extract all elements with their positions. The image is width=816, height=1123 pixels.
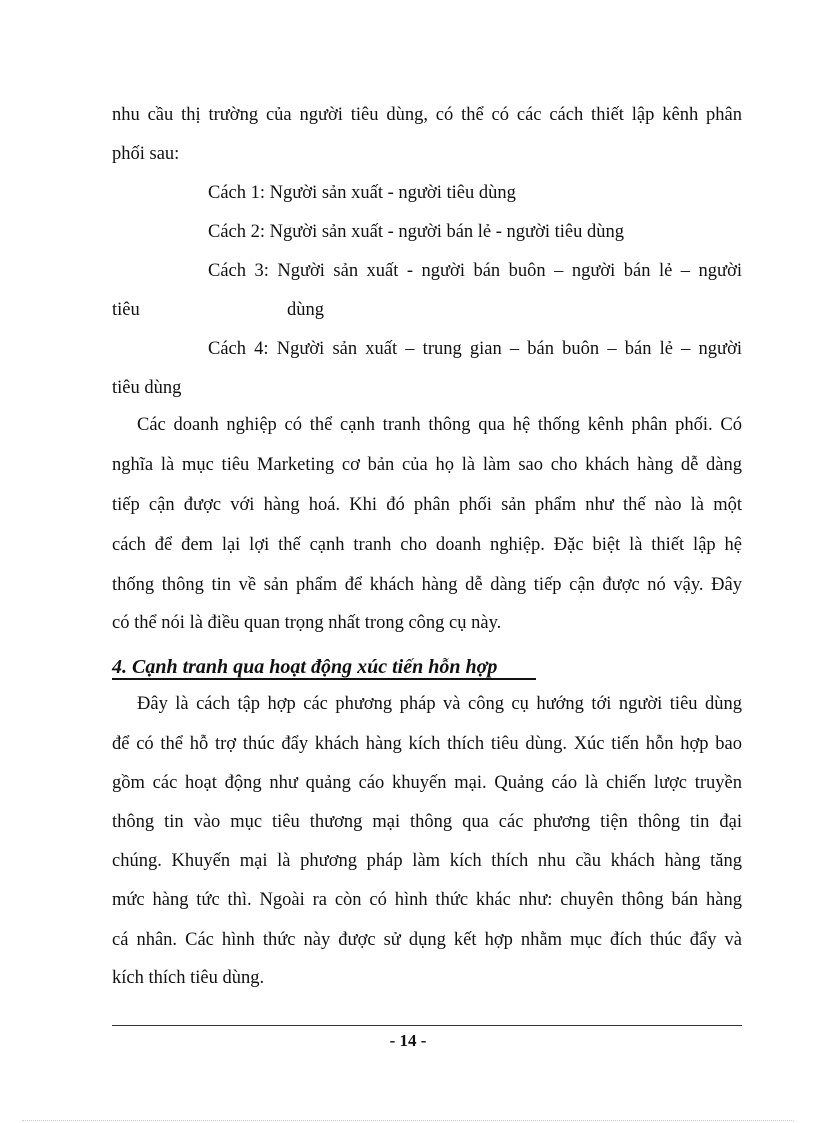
para2-line-8: kích thích tiêu dùng. — [112, 968, 265, 988]
intro-line-2: phối sau: — [112, 144, 180, 164]
para1-line-2: nghĩa là mục tiêu Marketing cơ bản của họ là làm sao cho khách hàng dễ dàng — [112, 455, 742, 475]
method-4: Cách 4: Người sản xuất – trung gian – bán buôn – bán lẻ – người — [208, 339, 742, 359]
para1-line-3: tiếp cận được với hàng hoá. Khi đó phân phối sản phẩm như thế nào là một — [112, 495, 742, 515]
para2-line-4: thông tin vào mục tiêu thương mại thông qua các phương tiện thông tin đại — [112, 812, 742, 832]
page-number: - 14 - — [389, 1031, 427, 1050]
para2-line-1: Đây là cách tập hợp các phương pháp và công cụ hướng tới người tiêu dùng — [137, 694, 742, 714]
para2-line-6: mức hàng tức thì. Ngoài ra còn có hình thức khác như: chuyên thông bán hàng — [112, 890, 742, 910]
method-4-cont: tiêu dùng — [112, 378, 182, 398]
method-2: Cách 2: Người sản xuất - người bán lẻ - người tiêu dùng — [208, 222, 624, 242]
para2-line-5: chúng. Khuyến mại là phương pháp làm kích thích nhu cầu khách hàng tăng — [112, 851, 742, 871]
footer-divider — [112, 1025, 742, 1026]
heading-underline — [112, 678, 536, 680]
intro-line-1: nhu cầu thị trường của người tiêu dùng, có thể có các cách thiết lập kênh phân — [112, 105, 742, 125]
para1-line-1: Các doanh nghiệp có thể cạnh tranh thông qua hệ thống kênh phân phối. Có — [137, 415, 742, 435]
method-1: Cách 1: Người sản xuất - người tiêu dùng — [208, 183, 516, 203]
para1-line-5: thống thông tin về sản phẩm để khách hàng dễ dàng tiếp cận được nó vậy. Đây — [112, 575, 742, 595]
para2-line-2: để có thể hỗ trợ thúc đẩy khách hàng kích thích tiêu dùng. Xúc tiến hỗn hợp bao — [112, 734, 742, 754]
section-heading: 4. Cạnh tranh qua hoạt động xúc tiến hỗn hợp — [112, 656, 498, 678]
para2-line-7: cá nhân. Các hình thức này được sử dụng kết hợp nhằm mục đích thúc đẩy và — [112, 930, 742, 950]
method-3-cont-b: dùng — [287, 300, 324, 320]
para1-line-4: cách để đem lại lợi thế cạnh tranh cho doanh nghiệp. Đặc biệt là thiết lập hệ — [112, 535, 742, 555]
method-3: Cách 3: Người sản xuất - người bán buôn – người bán lẻ – người — [208, 261, 742, 281]
page-edge-dotted-line — [22, 1120, 794, 1121]
method-3-cont-a: tiêu — [112, 300, 140, 320]
para2-line-3: gồm các hoạt động như quảng cáo khuyến mại. Quảng cáo là chiến lược truyền — [112, 773, 742, 793]
para1-line-6: có thể nói là điều quan trọng nhất trong công cụ này. — [112, 613, 502, 633]
